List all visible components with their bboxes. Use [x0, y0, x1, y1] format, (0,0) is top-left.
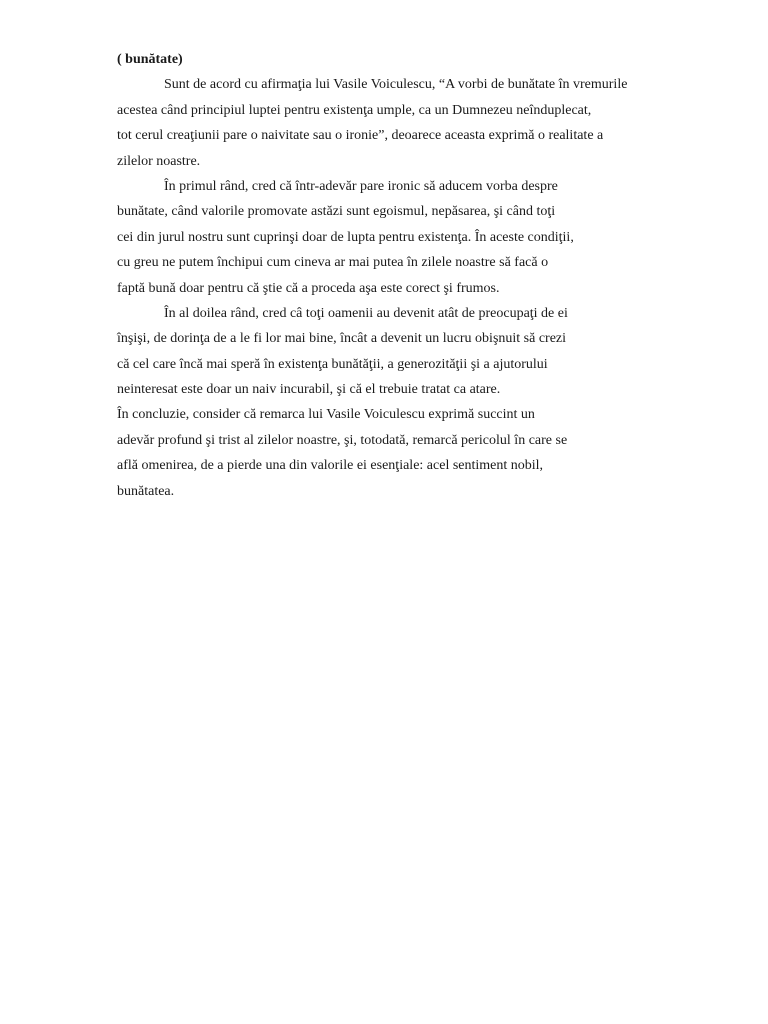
paragraph-2-line-2: bunătate, când valorile promovate astăzi sunt egoismul, nepăsarea, şi când toţi [117, 204, 556, 220]
paragraph-3-line-2: înşişi, de dorinţa de a le fi lor mai bine, încât a devenit un lucru obişnuit să crezi [117, 331, 567, 347]
paragraph-1-line-3: tot cerul creaţiunii pare o naivitate sau o ironie”, deoarece aceasta exprimă o realitate a [117, 128, 604, 144]
paragraph-3-line-4: neinteresat este doar un naiv incurabil, şi că el trebuie tratat ca atare. [117, 382, 501, 398]
paragraph-3-line-3: că cel care încă mai speră în existenţa bunătăţii, a generozităţii şi a ajutorului [117, 356, 548, 372]
paragraph-4-line-3: află omenirea, de a pierde una din valorile ei esenţiale: acel sentiment nobil, [117, 458, 544, 474]
essay-text [117, 47, 717, 504]
paragraph-2-line-5: faptă bună doar pentru că ştie că a proceda aşa este corect şi frumos. [117, 280, 500, 296]
paragraph-4-line-1: În concluzie, consider că remarca lui Vasile Voiculescu exprimă succint un [117, 407, 535, 423]
paragraph-4-line-2: adevăr profund şi trist al zilelor noastre, şi, totodată, remarcă pericolul în care se [117, 432, 568, 448]
paragraph-2-line-1: În primul rând, cred că într-adevăr pare ironic să aducem vorba despre [164, 178, 558, 194]
paragraph-1-line-1: Sunt de acord cu afirmaţia lui Vasile Voiculescu, “A vorbi de bunătate în vremurile [164, 77, 628, 93]
paragraph-4-line-4: bunătatea. [117, 483, 175, 499]
paragraph-2-line-4: cu greu ne putem închipui cum cineva ar mai putea în zilele noastre să facă o [117, 255, 549, 271]
paragraph-1-line-2: acestea când principiul luptei pentru existenţa umple, ca un Dumnezeu neînduplecat, [117, 102, 592, 118]
paragraph-2-line-3: cei din jurul nostru sunt cuprinşi doar de lupta pentru existenţa. În aceste condiţii, [117, 229, 574, 245]
paragraph-1-line-4: zilelor noastre. [117, 153, 201, 169]
paragraph-3-line-1: În al doilea rând, cred câ toţi oamenii au devenit atât de preocupaţi de ei [164, 305, 568, 321]
essay-heading: ( bunătate) [117, 52, 183, 67]
